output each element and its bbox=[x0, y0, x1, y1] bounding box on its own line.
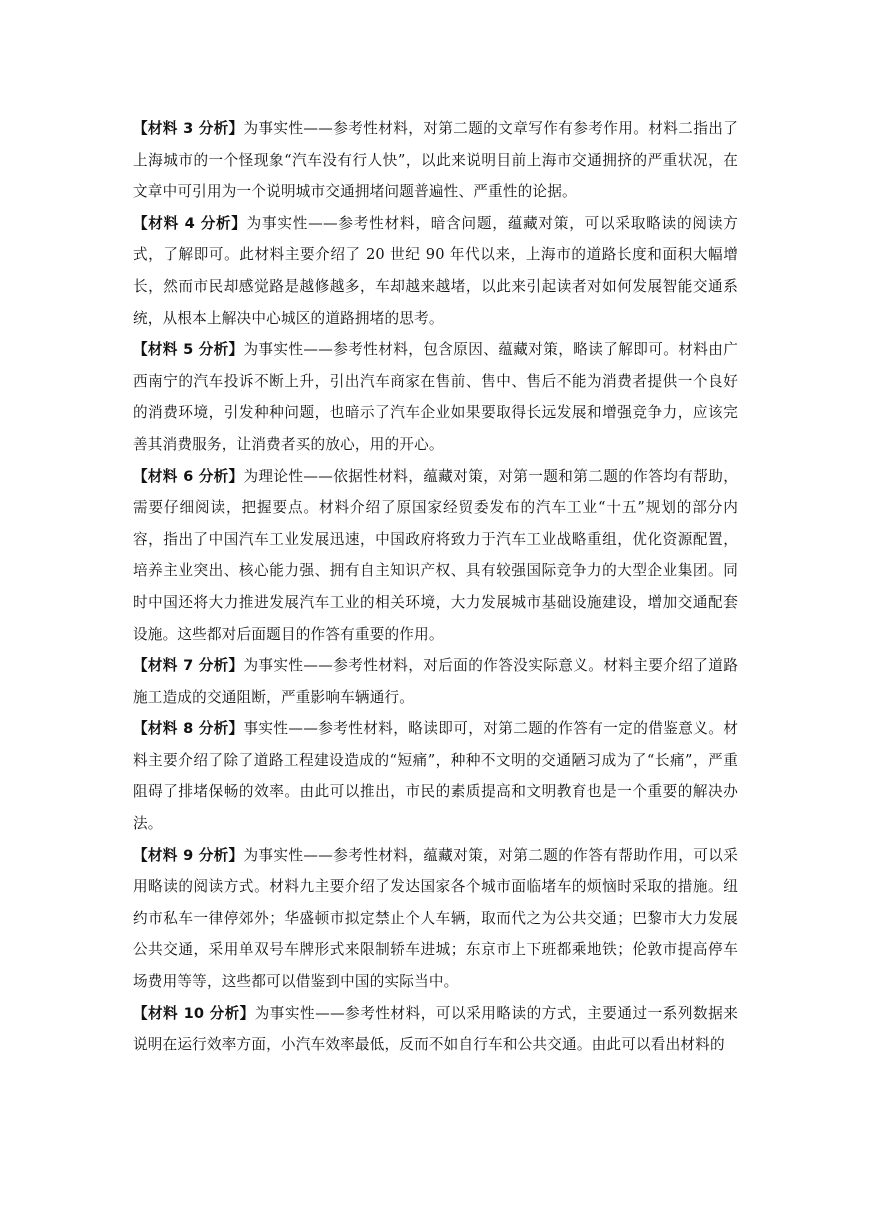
material-9-label: 【材料 9 分析】 bbox=[133, 846, 244, 864]
material-8-text: 事实性——参考性材料，略读即可，对第二题的作答有一定的借鉴意义。材料主要介绍了除了道路工程建设造成的“短痛”，种种不文明的交通陋习成为了“长痛”，严重阻碍了排堵保畅的效率。由此可以推出，市民的素质提高和文明教育也是一个重要的解决办法。 bbox=[133, 720, 739, 833]
material-3-text: 为事实性——参考性材料，对第二题的文章写作有参考作用。材料二指出了上海城市的一个怪现象“汽车没有行人快”，以此来说明目前上海市交通拥挤的严重状况，在文章中可引用为一个说明城市交通拥堵问题普遍性、严重性的论据。 bbox=[133, 120, 739, 201]
material-5-analysis bbox=[133, 334, 738, 460]
material-3-analysis bbox=[133, 113, 738, 208]
material-7-text: 为事实性——参考性材料，对后面的作答没实际意义。材料主要介绍了道路施工造成的交通阻断，严重影响车辆通行。 bbox=[133, 657, 739, 706]
material-7-analysis bbox=[133, 650, 738, 713]
material-10-label: 【材料 10 分析】 bbox=[133, 1004, 255, 1022]
material-3-label: 【材料 3 分析】 bbox=[133, 120, 244, 137]
material-10-analysis bbox=[133, 998, 738, 1061]
material-5-text: 为事实性——参考性材料，包含原因、蕴藏对策，略读了解即可。材料由广西南宁的汽车投诉不断上升，引出汽车商家在售前、售中、售后不能为消费者提供一个良好的消费环境，引发种种问题，也暗示了汽车企业如果要取得长远发展和增强竞争力，应该完善其消费服务，让消费者买的放心，用的开心。 bbox=[133, 341, 739, 453]
material-7-label: 【材料 7 分析】 bbox=[133, 657, 244, 675]
material-9-text: 为事实性——参考性材料，蕴藏对策，对第二题的作答有帮助作用，可以采用略读的阅读方式。材料九主要介绍了发达国家各个城市面临堵车的烦恼时采取的措施。纽约市私车一律停郊外；华盛顿市拟定禁止个人车辆，取而代之为公共交通；巴黎市大力发展公共交通，采用单双号车牌形式来限制轿车进城；东京市上下班都乘地铁；伦敦市提高停车场费用等等，这些都可以借鉴到中国的实际当中。 bbox=[133, 846, 739, 991]
material-4-text: 为事实性——参考性材料，暗含问题，蕴藏对策，可以采取略读的阅读方式，了解即可。此材料主要介绍了 20 世纪 90 年代以来，上海市的道路长度和面积大幅增长，然而市民却感觉路是越修越多，车却越来越堵，以此来引起读者对如何发展智能交通系统，从根本上解决中心城区的道路拥堵的思考。 bbox=[133, 214, 739, 327]
material-4-label: 【材料 4 分析】 bbox=[133, 214, 247, 232]
material-8-label: 【材料 8 分析】 bbox=[133, 720, 244, 738]
material-6-analysis bbox=[133, 461, 738, 651]
material-10-text: 为事实性——参考性材料，可以采用略读的方式，主要通过一系列数据来说明在运行效率方面，小汽车效率最低，反而不如自行车和公共交通。由此可以看出材料的 bbox=[133, 1004, 738, 1054]
material-6-label: 【材料 6 分析】 bbox=[133, 467, 244, 485]
material-5-label: 【材料 5 分析】 bbox=[133, 341, 244, 359]
document-body bbox=[133, 113, 738, 1061]
material-6-text: 为理论性——依据性材料，蕴藏对策，对第一题和第二题的作答均有帮助，需要仔细阅读，把握要点。材料介绍了原国家经贸委发布的汽车工业“十五”规划的部分内容，指出了中国汽车工业发展迅速，中国政府将致力于汽车工业战略重组，优化资源配置，培养主业突出、核心能力强、拥有自主知识产权、具有较强国际竞争力的大型企业集团。同时中国还将大力推进发展汽车工业的相关环境，大力发展城市基础设施建设，增加交通配套设施。这些都对后面题目的作答有重要的作用。 bbox=[133, 467, 739, 643]
material-8-analysis bbox=[133, 713, 738, 839]
material-4-analysis bbox=[133, 208, 738, 334]
material-9-analysis bbox=[133, 840, 738, 998]
